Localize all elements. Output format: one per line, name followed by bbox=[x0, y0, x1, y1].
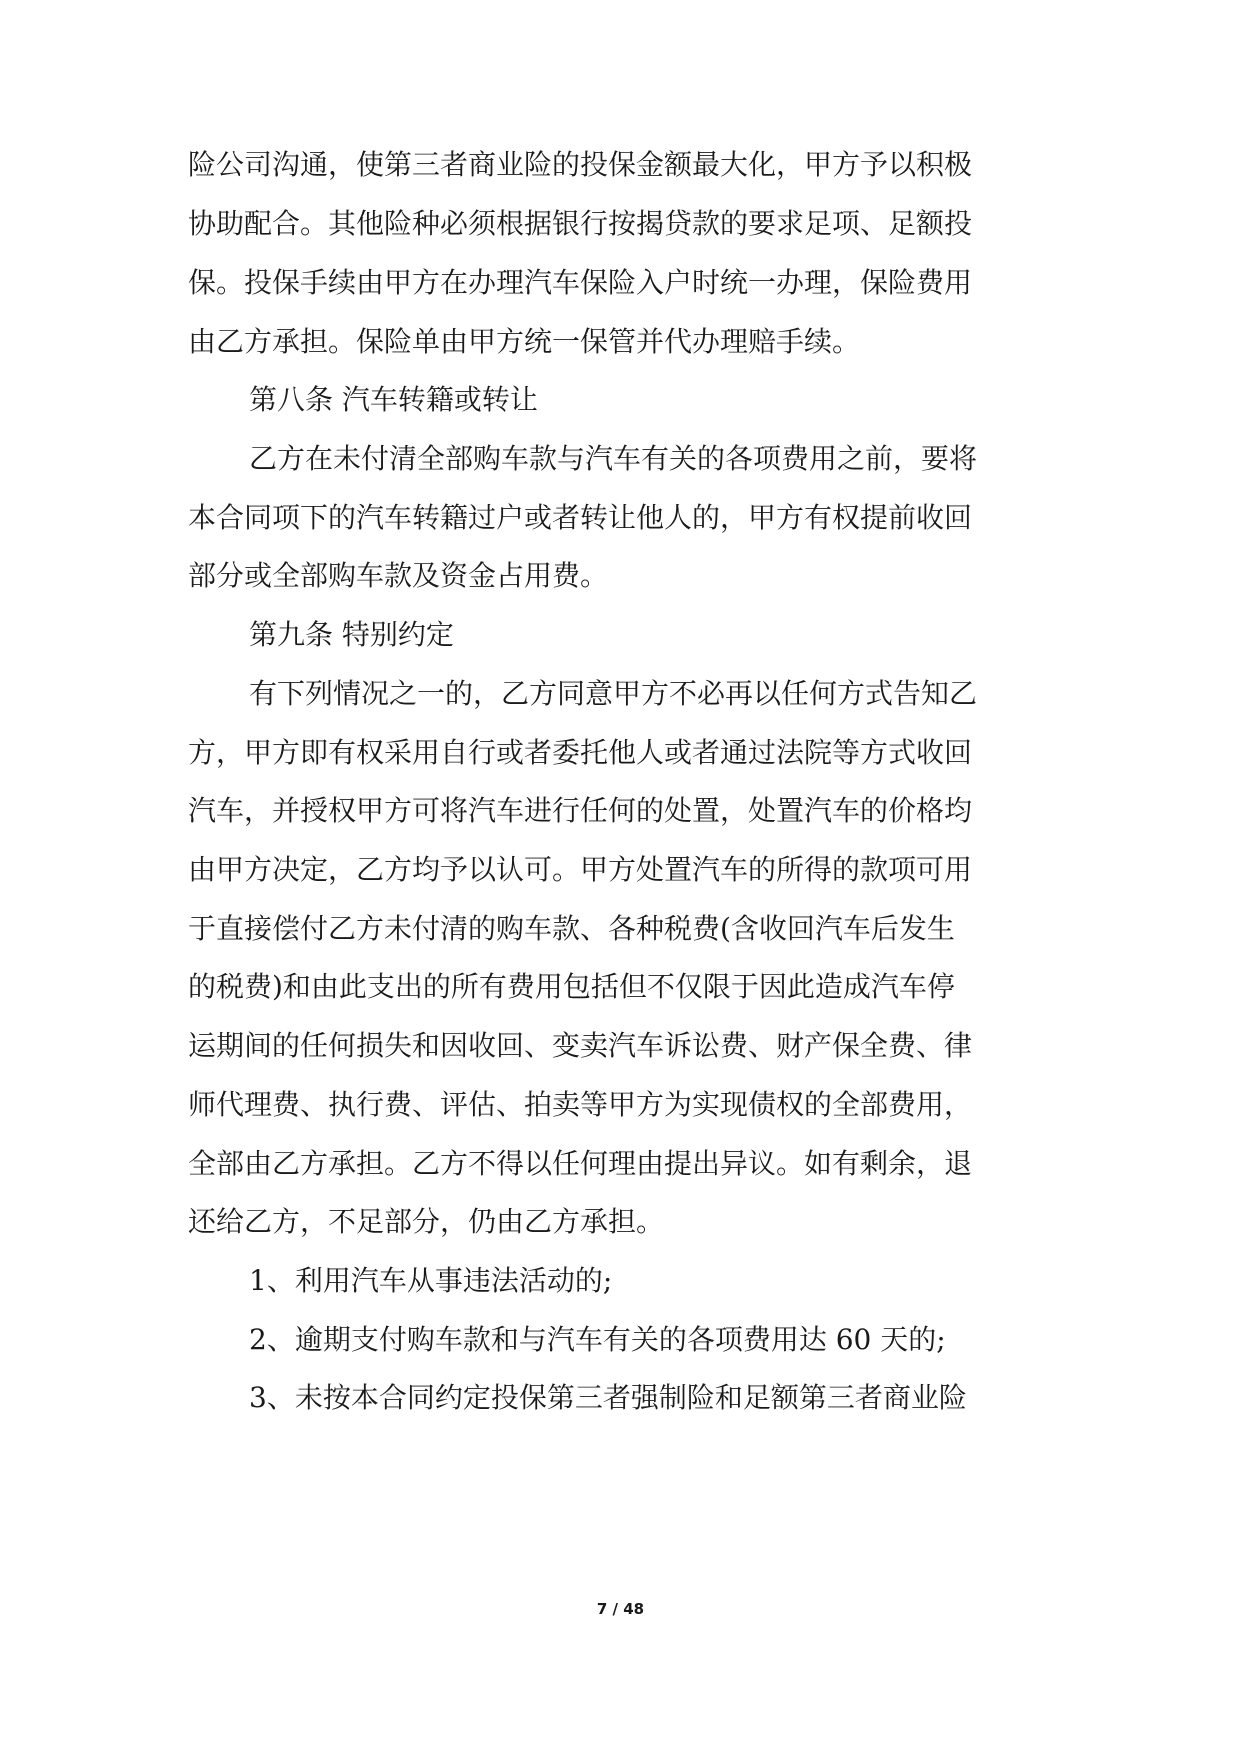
text-line: 部分或全部购车款及资金占用费。 bbox=[188, 559, 609, 592]
text-line: 由乙方承担。保险单由甲方统一保管并代办理赔手续。 bbox=[188, 325, 861, 358]
text-line: 全部由乙方承担。乙方不得以任何理由提出异议。如有剩余，退 bbox=[188, 1147, 973, 1180]
page-number: 7 / 48 bbox=[596, 1600, 645, 1618]
section-heading: 第八条 汽车转籍或转让 bbox=[249, 383, 538, 416]
text-line: 方，甲方即有权采用自行或者委托他人或者通过法院等方式收回 bbox=[188, 736, 973, 769]
list-item: 3、未按本合同约定投保第三者强制险和足额第三者商业险 bbox=[249, 1381, 967, 1414]
list-item: 2、逾期支付购车款和与汽车有关的各项费用达 60 天的; bbox=[249, 1323, 946, 1356]
text-line: 由甲方决定，乙方均予以认可。甲方处置汽车的所得的款项可用 bbox=[188, 853, 973, 886]
text-line: 运期间的任何损失和因收回、变卖汽车诉讼费、财产保全费、律 bbox=[188, 1029, 973, 1062]
text-line: 有下列情况之一的，乙方同意甲方不必再以任何方式告知乙 bbox=[249, 677, 978, 710]
text-line: 乙方在未付清全部购车款与汽车有关的各项费用之前，要将 bbox=[249, 442, 978, 475]
text-line: 还给乙方，不足部分，仍由乙方承担。 bbox=[188, 1205, 665, 1238]
text-line: 师代理费、执行费、评估、拍卖等甲方为实现债权的全部费用， bbox=[188, 1088, 973, 1121]
text-line: 险公司沟通，使第三者商业险的投保金额最大化，甲方予以积极 bbox=[188, 148, 973, 181]
text-line: 于直接偿付乙方未付清的购车款、各种税费(含收回汽车后发生 bbox=[188, 912, 955, 945]
text-line: 汽车，并授权甲方可将汽车进行任何的处置，处置汽车的价格均 bbox=[188, 794, 973, 827]
section-heading: 第九条 特别约定 bbox=[249, 618, 454, 651]
text-line: 本合同项下的汽车转籍过户或者转让他人的，甲方有权提前收回 bbox=[188, 501, 973, 534]
text-line: 的税费)和由此支出的所有费用包括但不仅限于因此造成汽车停 bbox=[188, 970, 955, 1003]
text-line: 协助配合。其他险种必须根据银行按揭贷款的要求足项、足额投 bbox=[188, 207, 973, 240]
list-item: 1、利用汽车从事违法活动的; bbox=[249, 1264, 613, 1297]
text-line: 保。投保手续由甲方在办理汽车保险入户时统一办理，保险费用 bbox=[188, 266, 973, 299]
